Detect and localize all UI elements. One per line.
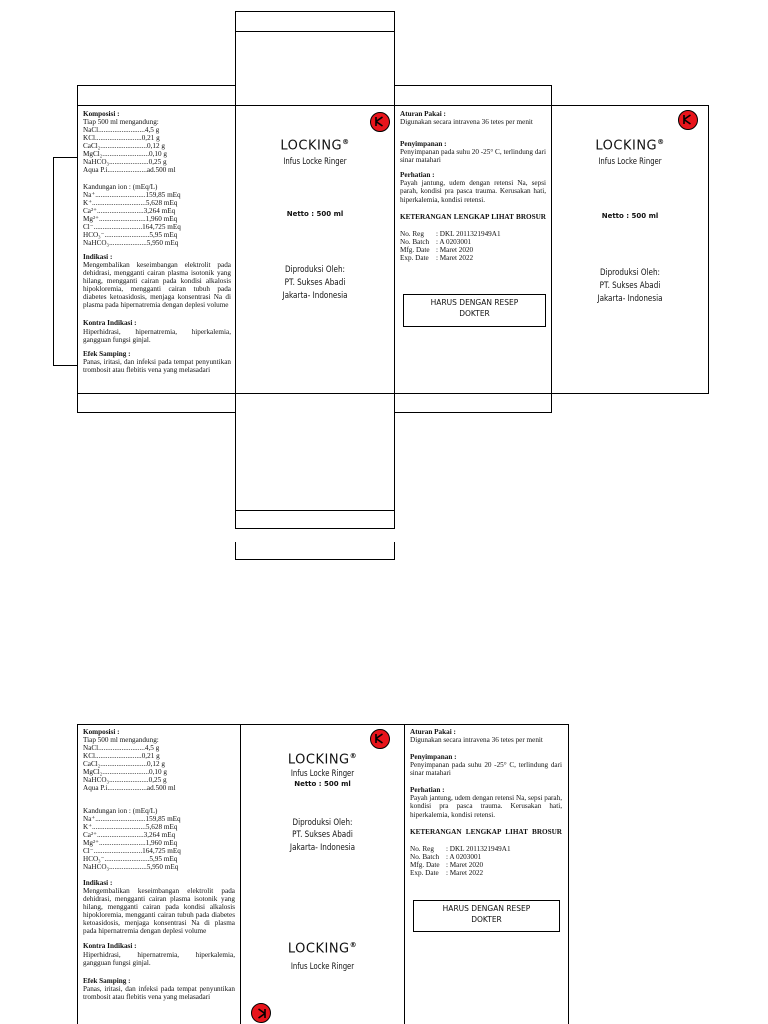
komposisi-row [83, 142, 231, 150]
komposisi-title: Komposisi : [83, 728, 120, 736]
ion-title: Kandungan ion : (mEq/L) [83, 806, 158, 815]
efek-title: Efek Samping : [83, 976, 131, 985]
ion-dots: .......................... [96, 830, 144, 839]
aturan-title: Aturan Pakai : [410, 728, 456, 736]
info-row [410, 861, 562, 869]
ion-name: HCO₃⁻ [83, 854, 105, 863]
netto-label: Netto : 500 ml [286, 210, 344, 218]
logo-icon [370, 112, 390, 132]
info-list [410, 845, 562, 877]
brand-name: LOCKING® [280, 138, 350, 154]
info-value: : A 0203001 [436, 237, 472, 246]
ion-value: 1,960 mEq [145, 214, 178, 223]
komposisi-name: NaHCO₃ [83, 158, 110, 167]
bottom-left-dust-flap [77, 393, 236, 413]
komposisi-dots: .......................... [94, 752, 142, 761]
ion-row [83, 207, 231, 215]
ion-dots: ............................ [95, 814, 146, 823]
komposisi-list [83, 126, 231, 174]
ion-name: Ca²⁺ [83, 830, 97, 839]
komposisi-row [83, 158, 231, 166]
perhatian-text: Payah jantung, udem dengan retensi Na, sepsi parah, kondisi pra pasca trauma. Kerusakan hati, hiperkalemia, kondisi retensi. [410, 794, 562, 819]
komposisi-dots: .......................... [98, 744, 145, 753]
info-label: No. Reg [410, 844, 434, 853]
manufacturer: Diproduksi Oleh: PT. Sukses Abadi Jakarta- Indonesia [597, 268, 663, 304]
usage-panel [400, 110, 546, 262]
kontra-text: Hiperhidrasi, hipernatremia, hiperkalemia, gangguan fungsi ginjal. [83, 950, 235, 967]
bottom-tab-outline [235, 542, 395, 560]
penyimpanan-title: Penyimpanan : [410, 753, 457, 762]
ion-row [83, 231, 231, 239]
efek-text: Panas, iritasi, dan infeksi pada tempat penyuntikan trombosit atau flebitis vena yang melasadari [83, 984, 235, 1001]
ion-value: 159,85 mEq [145, 190, 181, 199]
komposisi-value: ad.500 ml [146, 784, 176, 793]
info-label: Exp. Date [410, 868, 439, 877]
netto-label: Netto : 500 ml [601, 212, 659, 220]
ion-name: Na⁺ [83, 814, 96, 823]
komposisi-row [83, 760, 235, 768]
info-value: : DKL 2011321949A1 [446, 844, 511, 853]
ion-value: 5,950 mEq [146, 238, 179, 247]
ion-value: 164,725 mEq [142, 846, 181, 855]
ion-name: Mg²⁺ [83, 214, 99, 223]
bottom-right-dust-flap [394, 393, 552, 413]
komposisi-value: 0,21 g [141, 134, 160, 143]
komposisi-value: 4,5 g [144, 744, 160, 753]
komposisi-row [83, 134, 231, 142]
product-subtitle: Infus Locke Ringer [283, 157, 347, 167]
indikasi-text: Mengembalikan keseimbangan elektrolit pada dehidrasi, mengganti cairan plasma isotonik yang hilang, mengganti cairan pada kondisi alkalosis hipokloremia, mengganti cairan tubuh pada diabetes ketoasidosis, menjaga konsentrasi Na di plasma pada hipernatremia dengan deplesi volume [83, 887, 235, 936]
komposisi-name: NaCl [83, 744, 99, 753]
composition-panel [83, 728, 235, 1024]
komposisi-name: Aqua P.i [83, 784, 108, 793]
ion-name: NaHCO₃ [83, 238, 110, 247]
info-value: : Maret 2020 [446, 860, 484, 869]
komposisi-list [83, 744, 235, 792]
ion-dots: ........................... [93, 846, 143, 855]
info-value: : Maret 2022 [446, 868, 484, 877]
ion-name: Na⁺ [83, 190, 96, 199]
komposisi-value: 4,5 g [144, 126, 160, 135]
ion-value: 159,85 mEq [145, 814, 181, 823]
efek-title: Efek Samping : [83, 349, 131, 358]
ion-value: 1,960 mEq [145, 838, 178, 847]
ion-name: K⁺ [83, 822, 92, 831]
aturan-text: Digunakan secara intravena 36 tetes per menit [400, 118, 533, 127]
ion-row [83, 831, 235, 839]
komposisi-dots: .......................... [98, 126, 145, 135]
ion-row [83, 191, 231, 199]
komposisi-value: 0,25 g [148, 776, 167, 785]
top-dust-flap [394, 85, 552, 106]
keterangan-text: KETERANGAN LENGKAP LIHAT BROSUR [400, 212, 546, 221]
info-row [400, 254, 546, 262]
info-value: : Maret 2020 [436, 245, 474, 254]
brand-name: LOCKING® [595, 138, 665, 154]
komposisi-dots: .......................... [100, 760, 147, 769]
komposisi-value: 0,21 g [141, 752, 160, 761]
product-subtitle: Infus Locke Ringer [290, 962, 355, 972]
ion-row [83, 839, 235, 847]
efek-text: Panas, iritasi, dan infeksi pada tempat penyuntikan trombosit atau flebitis vena yang melasadari [83, 357, 231, 374]
bottom-lid-panel [235, 393, 395, 511]
ion-dots: .............................. [91, 822, 146, 831]
komposisi-dots: ...................... [109, 776, 149, 785]
komposisi-row [83, 776, 235, 784]
ion-dots: .............................. [91, 198, 146, 207]
ion-dots: ......................... [104, 854, 150, 863]
keterangan-text: KETERANGAN LENGKAP LIHAT BROSUR [410, 827, 562, 836]
komposisi-row [83, 166, 231, 174]
bottom-tuck-flap [235, 510, 395, 529]
komposisi-title: Komposisi : [83, 110, 120, 118]
logo-icon [370, 729, 390, 749]
ion-name: Mg²⁺ [83, 838, 99, 847]
info-value: : Maret 2022 [436, 253, 474, 262]
logo-icon [678, 110, 698, 130]
komposisi-dots: .......................... [102, 150, 150, 159]
komposisi-value: 0,10 g [149, 768, 167, 777]
ion-row [83, 863, 235, 871]
komposisi-value: 0,12 g [147, 760, 165, 769]
komposisi-name: NaHCO₃ [83, 776, 110, 785]
ion-dots: ..................... [109, 238, 147, 247]
usage-panel [410, 728, 562, 877]
info-value: : A 0203001 [446, 852, 482, 861]
ion-dots: .......................... [96, 206, 144, 215]
manufacturer: Diproduksi Oleh: PT. Sukses Abadi Jakarta- Indonesia [282, 265, 348, 301]
perhatian-title: Perhatian : [400, 171, 435, 180]
ion-row [83, 239, 231, 247]
aturan-text: Digunakan secara intravena 36 tetes per menit [410, 736, 543, 745]
penyimpanan-text: Penyimpanan pada suhu 20 -25° C, terlindung dari sinar matahari [410, 761, 562, 778]
komposisi-value: 0,12 g [147, 142, 165, 151]
manufacturer: Diproduksi Oleh: PT. Sukses Abadi Jakarta- Indonesia [289, 818, 356, 853]
komposisi-name: MgCl₂ [83, 150, 103, 159]
perhatian-title: Perhatian : [410, 786, 445, 795]
rx-warning-box: HARUS DENGAN RESEP DOKTER [403, 294, 546, 327]
komposisi-name: KCl [83, 134, 95, 143]
ion-dots: .......................... [98, 838, 146, 847]
ion-value: 5,95 mEq [149, 230, 178, 239]
komposisi-value: ad.500 ml [146, 166, 176, 175]
komposisi-intro: Tiap 500 ml mengandung: [83, 118, 159, 127]
indikasi-title: Indikasi : [83, 253, 113, 261]
ion-dots: ........................... [93, 222, 143, 231]
komposisi-name: CaCl₂ [83, 760, 101, 769]
ion-title: Kandungan ion : (mEq/L) [83, 182, 158, 191]
info-label: No. Batch [400, 237, 430, 246]
ion-value: 164,725 mEq [142, 222, 181, 231]
kontra-text: Hiperhidrasi, hipernatremia, hiperkalemia, gangguan fungsi ginjal. [83, 327, 231, 344]
ion-list [83, 191, 231, 247]
info-label: Mfg. Date [410, 860, 440, 869]
komposisi-row [83, 752, 235, 760]
ion-value: 5,95 mEq [149, 854, 178, 863]
info-list [400, 230, 546, 262]
komposisi-dots: .......................... [94, 134, 142, 143]
ion-row [83, 223, 231, 231]
info-row [410, 853, 562, 861]
komposisi-row [83, 768, 235, 776]
aturan-title: Aturan Pakai : [400, 110, 446, 118]
ion-value: 5,950 mEq [146, 862, 179, 871]
top-left-dust-flap [77, 85, 236, 106]
komposisi-intro: Tiap 500 ml mengandung: [83, 736, 159, 745]
ion-value: 5,628 mEq [145, 822, 178, 831]
info-row [410, 845, 562, 853]
indikasi-title: Indikasi : [83, 879, 113, 887]
ion-dots: ............................ [95, 190, 146, 199]
komposisi-dots: ...................... [109, 158, 149, 167]
komposisi-value: 0,10 g [149, 150, 167, 159]
komposisi-name: KCl [83, 752, 95, 761]
komposisi-name: NaCl [83, 126, 99, 135]
ion-row [83, 815, 235, 823]
perhatian-text: Payah jantung, udem dengan retensi Na, sepsi parah, kondisi pra pasca trauma. Kerusakan hati, hiperkalemia, kondisi retensi. [400, 179, 546, 204]
rx-warning-box: HARUS DENGAN RESEP DOKTER [413, 900, 560, 932]
indikasi-text: Mengembalikan keseimbangan elektrolit pada dehidrasi, mengganti cairan plasma isotonik yang hilang, mengganti cairan pada kondisi alkalosis hipokloremia, mengganti cairan tubuh pada diabetes ketoasidosis, menjaga konsentrasi Na di plasma pada hipernatremia dengan deplesi volume [83, 261, 231, 310]
ion-row [83, 847, 235, 855]
komposisi-name: Aqua P.i [83, 166, 108, 175]
product-subtitle: Infus Locke Ringer [598, 157, 662, 167]
top-tuck-flap [235, 11, 395, 32]
ion-name: K⁺ [83, 198, 92, 207]
ion-name: Cl⁻ [83, 222, 94, 231]
glue-flap [53, 157, 78, 366]
komposisi-name: CaCl₂ [83, 142, 101, 151]
penyimpanan-title: Penyimpanan : [400, 140, 447, 149]
ion-name: Ca²⁺ [83, 206, 97, 215]
komposisi-dots: .......................... [100, 142, 147, 151]
komposisi-row [83, 784, 235, 792]
logo-icon [251, 1003, 271, 1023]
komposisi-dots: ...................... [107, 166, 147, 175]
ion-value: 5,628 mEq [145, 198, 178, 207]
komposisi-name: MgCl₂ [83, 768, 103, 777]
komposisi-dots: .......................... [102, 768, 150, 777]
ion-dots: .......................... [98, 214, 146, 223]
ion-value: 3,264 mEq [143, 206, 176, 215]
info-row [400, 246, 546, 254]
penyimpanan-text: Penyimpanan pada suhu 20 -25° C, terlindung dari sinar matahari [400, 148, 546, 165]
ion-name: NaHCO₃ [83, 862, 110, 871]
info-label: Mfg. Date [400, 245, 430, 254]
composition-panel [83, 110, 231, 390]
komposisi-row [83, 150, 231, 158]
product-subtitle: Infus Locke Ringer [290, 769, 355, 779]
ion-list [83, 815, 235, 871]
brand-name: LOCKING® [287, 752, 358, 768]
info-row [400, 230, 546, 238]
brand-name: LOCKING® [287, 941, 358, 957]
netto-label: Netto : 500 ml [294, 780, 351, 788]
ion-row [83, 823, 235, 831]
info-row [410, 869, 562, 877]
komposisi-row [83, 126, 231, 134]
info-label: No. Batch [410, 852, 440, 861]
ion-value: 3,264 mEq [143, 830, 176, 839]
ion-row [83, 855, 235, 863]
ion-dots: ..................... [109, 862, 147, 871]
komposisi-row [83, 744, 235, 752]
komposisi-dots: ...................... [107, 784, 147, 793]
info-row [400, 238, 546, 246]
ion-name: HCO₃⁻ [83, 230, 105, 239]
ion-dots: ......................... [104, 230, 150, 239]
kontra-title: Kontra Indikasi : [83, 319, 137, 328]
ion-row [83, 199, 231, 207]
info-label: Exp. Date [400, 253, 429, 262]
top-lid-panel [235, 31, 395, 106]
kontra-title: Kontra Indikasi : [83, 942, 137, 951]
info-label: No. Reg [400, 229, 424, 238]
ion-name: Cl⁻ [83, 846, 94, 855]
info-value: : DKL 2011321949A1 [436, 229, 501, 238]
komposisi-value: 0,25 g [148, 158, 167, 167]
ion-row [83, 215, 231, 223]
